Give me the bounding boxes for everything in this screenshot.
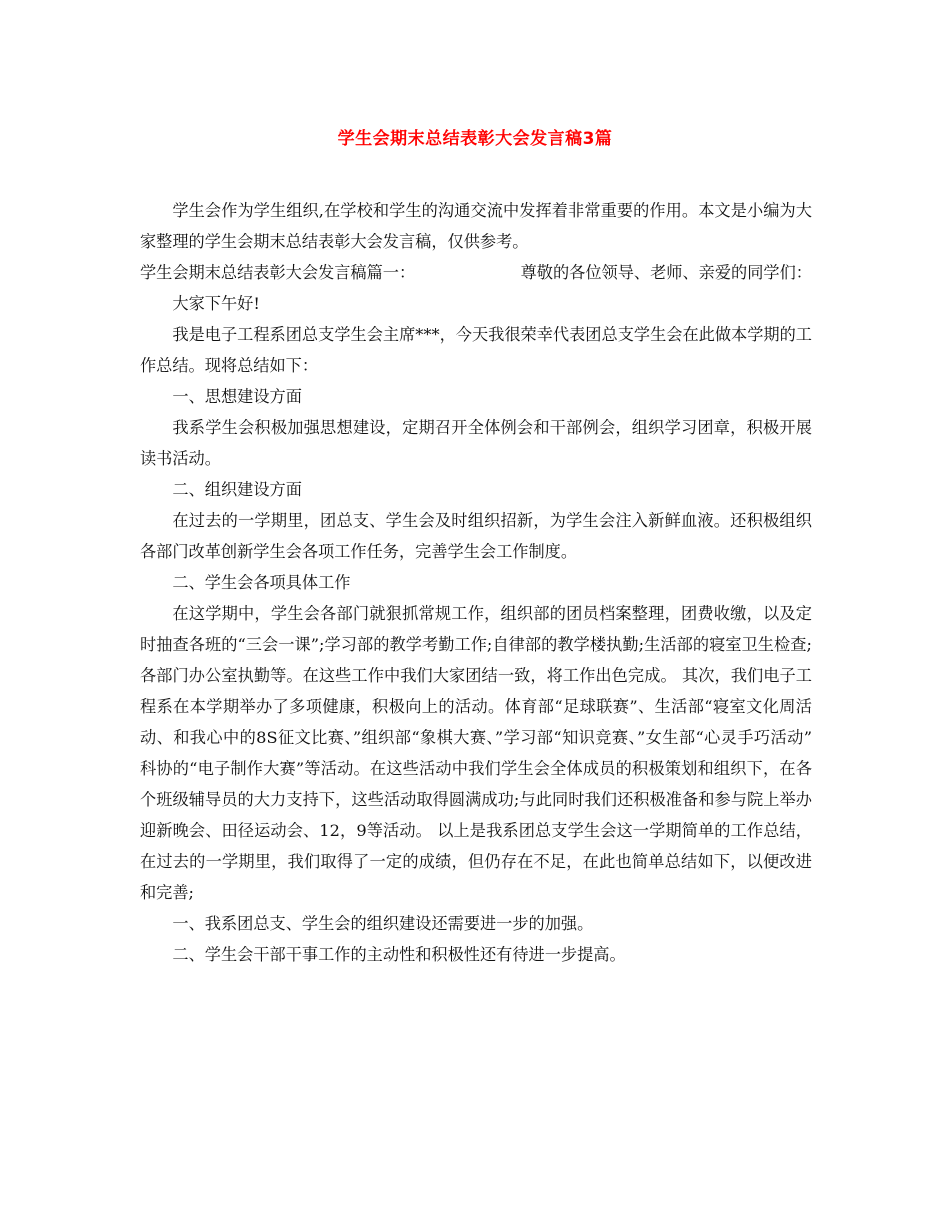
intro-paragraph: 学生会作为学生组织,在学校和学生的沟通交流中发挥着非常重要的作用。本文是小编为大家整理的学生会期末总结表彰大会发言稿，仅供参考。: [140, 201, 812, 251]
subheading: 二、组织建设方面: [172, 480, 302, 499]
paragraph: 我是电子工程系团总支学生会主席***，今天我很荣幸代表团总支学生会在此做本学期的工作总结。现将总结如下：: [140, 325, 812, 375]
paragraph: 在过去的一学期里，团总支、学生会及时组织招新，为学生会注入新鲜血液。还积极组织各部门改革创新学生会各项工作任务，完善学生会工作制度。: [140, 511, 812, 561]
document-title: 学生会期末总结表彰大会发言稿3篇: [337, 129, 613, 149]
list-item: 一、我系团总支、学生会的组织建设还需要进一步的加强。: [172, 914, 594, 933]
subheading: 一、思想建设方面: [172, 387, 302, 406]
document-body: [140, 195, 812, 970]
greeting: 大家下午好!: [172, 294, 260, 313]
paragraph: 我系学生会积极加强思想建设，定期召开全体例会和干部例会，组织学习团章，积极开展读书活动。: [140, 418, 812, 468]
list-item: 二、学生会干部干事工作的主动性和积极性还有待进一步提高。: [172, 945, 626, 964]
subheading: 二、学生会各项具体工作: [172, 573, 351, 592]
salutation: 尊敬的各位领导、老师、亲爱的同学们：: [520, 263, 812, 282]
section-heading: 学生会期末总结表彰大会发言稿篇一：: [140, 263, 416, 282]
section-heading-line: [140, 257, 812, 288]
paragraph: 在这学期中，学生会各部门就狠抓常规工作，组织部的团员档案整理，团费收缴，以及定时抽查各班的“三会一课”;学习部的教学考勤工作;自律部的教学楼执勤;生活部的寝室卫生检查;各部门办公室执勤等。在这些工作中我们大家团结一致，将工作出色完成。 其次，我们电子工程系在本学期举办了多项健康，积极向上的活动。体育部“足球联赛”、生活部“寝室文化周活动、和我心中的8S征文比赛、”组织部“象棋大赛、”学习部“知识竞赛、”女生部“心灵手巧活动” 科协的“电子制作大赛”等活动。在这些活动中我们学生会全体成员的积极策划和组织下，在各个班级辅导员的大力支持下，这些活动取得圆满成功;与此同时我们还积极准备和参与院上举办迎新晚会、田径运动会、12，9等活动。 以上是我系团总支学生会这一学期简单的工作总结，在过去的一学期里，我们取得了一定的成绩，但仍存在不足，在此也简单总结如下，以便改进和完善;: [140, 604, 812, 902]
